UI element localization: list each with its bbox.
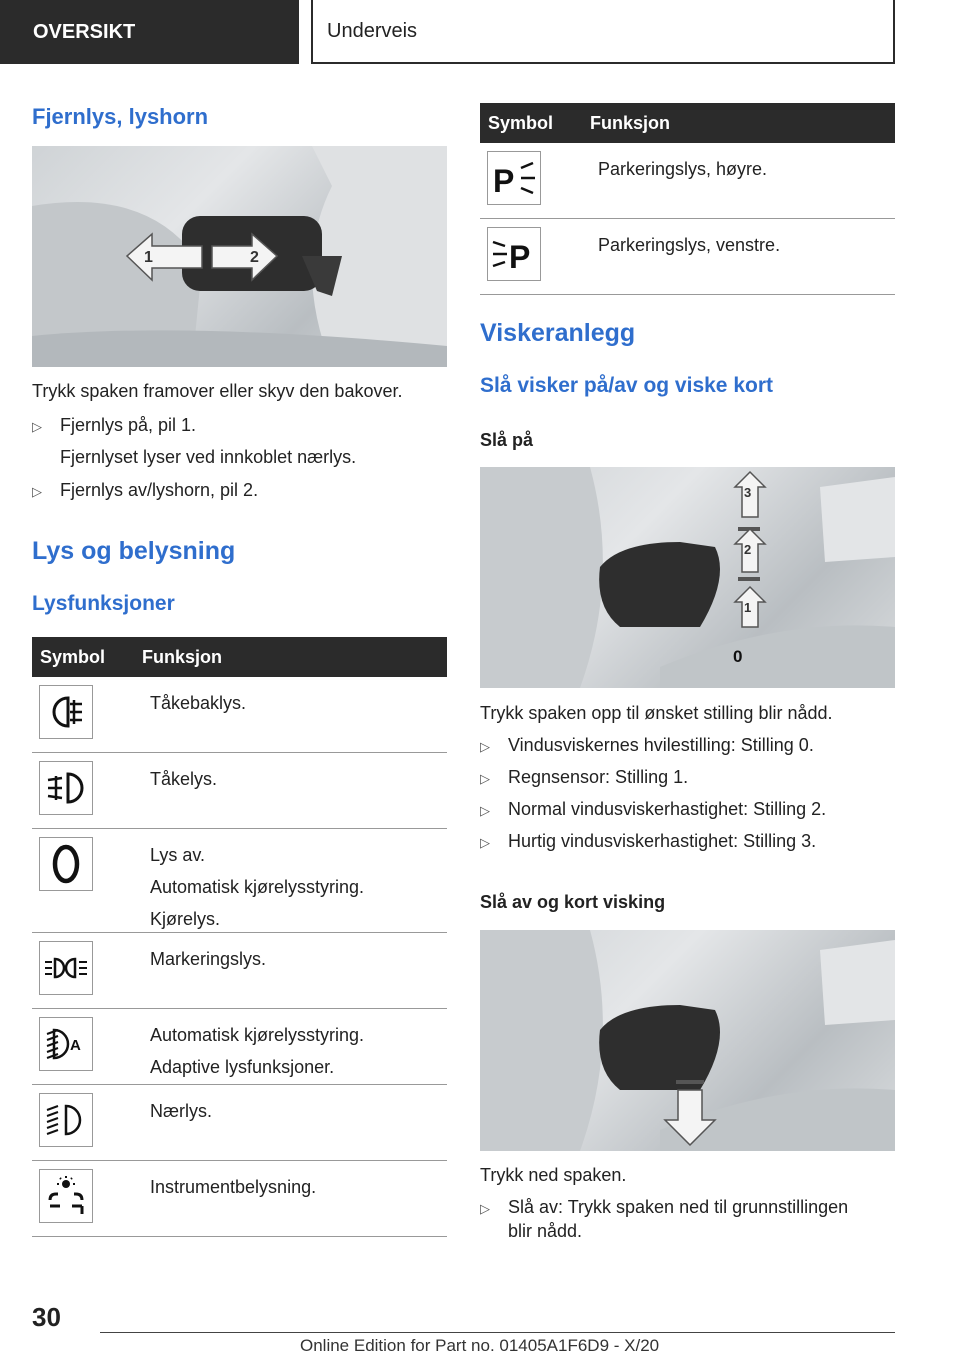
- arrow-1-label: 1: [144, 249, 153, 266]
- parking-light-left-icon: [487, 227, 541, 281]
- list-item: [480, 829, 816, 855]
- light-functions-table: [32, 637, 447, 1237]
- page-header: [0, 0, 960, 66]
- bullet-text: [508, 1195, 848, 1243]
- fog-light-icon: [39, 761, 93, 815]
- wiper-lever-up-photo: [480, 467, 895, 688]
- list-item: [32, 413, 196, 439]
- bullet-triangle-icon: ▷: [480, 803, 490, 818]
- position-0-label: 0: [733, 647, 743, 666]
- subheading-switch-off: Slå av og kort visking: [480, 892, 666, 912]
- list-item: [480, 765, 688, 791]
- list-item: [480, 1195, 848, 1243]
- instrument-lighting-icon: [39, 1169, 93, 1223]
- footer-edition: Online Edition for Part no. 01405A1F6D9 - X/20: [300, 1336, 660, 1355]
- table-row: [32, 933, 447, 1009]
- bullet-text-line: blir nådd.: [508, 1221, 583, 1241]
- function-text: Nærlys.: [150, 1101, 212, 1121]
- svg-text:P: P: [493, 163, 515, 198]
- heading-wiper-system: Viskeranlegg: [480, 319, 636, 347]
- wiper-lever-down-photo: [480, 930, 895, 1151]
- parking-light-table: [480, 103, 895, 295]
- svg-text:A: A: [70, 1037, 81, 1054]
- bullet-triangle-icon: ▷: [480, 771, 490, 786]
- subheading-switch-on: Slå på: [480, 430, 534, 450]
- wiper-off-instruction: Trykk ned spaken.: [480, 1165, 627, 1185]
- low-beam-icon: [39, 1093, 93, 1147]
- table-row: [32, 1009, 447, 1085]
- bullet-text-line: Slå av: Trykk spaken ned til grunnstillingen: [508, 1197, 849, 1217]
- bullet-text: Normal vindusviskerhastighet: Stilling 2.: [508, 799, 827, 819]
- function-text: Instrumentbelysning.: [150, 1177, 317, 1197]
- bullet-text: Fjernlys av/lyshorn, pil 2.: [60, 480, 259, 500]
- side-marker-lights-icon: [39, 941, 93, 995]
- function-text: Markeringslys.: [150, 949, 267, 969]
- table-row: [480, 219, 895, 295]
- high-beam-lever-photo: [32, 146, 447, 367]
- function-text: Tåkelys.: [150, 769, 218, 789]
- table-row: [32, 1085, 447, 1161]
- heading-lights: Lys og belysning: [32, 537, 236, 565]
- high-beam-instruction: Trykk spaken framover eller skyv den bakover.: [32, 381, 403, 401]
- wiper-lever-up-illustration: [480, 467, 895, 688]
- rear-fog-light-icon: [39, 685, 93, 739]
- table-row: [32, 829, 447, 933]
- parking-light-right-icon: [487, 151, 541, 205]
- list-item: [480, 797, 826, 823]
- high-beam-lever-illustration: [32, 146, 447, 367]
- list-item: [480, 733, 814, 759]
- heading-high-beam: Fjernlys, lyshorn: [32, 104, 209, 129]
- tab-underway[interactable]: Underveis: [311, 0, 895, 64]
- table-header: [32, 637, 447, 677]
- lights-off-zero-icon: [39, 837, 93, 891]
- bullet-triangle-icon: ▷: [32, 419, 42, 434]
- bullet-triangle-icon: ▷: [32, 484, 42, 499]
- list-item: [32, 478, 258, 504]
- bullet-triangle-icon: ▷: [480, 835, 490, 850]
- table-row: [32, 1161, 447, 1237]
- list-item-note: [60, 445, 356, 469]
- table-row: [32, 677, 447, 753]
- position-3-label: 3: [744, 485, 752, 500]
- bullet-text: Hurtig vindusviskerhastighet: Stilling 3.: [508, 831, 817, 851]
- tab-overview[interactable]: OVERSIKT: [0, 0, 299, 64]
- bullet-subtext: Fjernlyset lyser ved innkoblet nærlys.: [60, 447, 357, 467]
- function-text: Automatisk kjørelysstyring. Adaptive lysfunksjoner.: [150, 1025, 365, 1077]
- arrow-2-label: 2: [250, 249, 259, 266]
- column-function: Funksjon: [590, 112, 670, 133]
- bullet-text: Fjernlys på, pil 1.: [60, 415, 197, 435]
- auto-headlight-icon: [39, 1017, 93, 1071]
- footer-divider: [100, 1332, 895, 1333]
- bullet-triangle-icon: ▷: [480, 1201, 490, 1216]
- heading-light-functions: Lysfunksjoner: [32, 592, 175, 615]
- heading-wiper-onoff: Slå visker på/av og viske kort: [480, 374, 773, 397]
- function-text: Tåkebaklys.: [150, 693, 247, 713]
- bullet-triangle-icon: ▷: [480, 739, 490, 754]
- table-row: [32, 753, 447, 829]
- column-symbol: Symbol: [488, 112, 554, 133]
- wiper-on-instruction: Trykk spaken opp til ønsket stilling blir nådd.: [480, 703, 833, 723]
- column-symbol: Symbol: [40, 646, 106, 667]
- bullet-text: Regnsensor: Stilling 1.: [508, 767, 689, 787]
- table-header: [480, 103, 895, 143]
- wiper-lever-down-illustration: [480, 930, 895, 1151]
- position-2-label: 2: [744, 542, 752, 557]
- position-1-label: 1: [744, 600, 752, 615]
- bullet-text: Vindusviskernes hvilestilling: Stilling 0.: [508, 735, 814, 755]
- page-number: 30: [32, 1302, 61, 1332]
- function-text: Parkeringslys, venstre.: [598, 235, 781, 255]
- svg-text:P: P: [509, 239, 531, 274]
- table-row: [480, 143, 895, 219]
- column-function: Funksjon: [142, 646, 222, 667]
- function-text: Lys av. Automatisk kjørelysstyring. Kjørelys.: [150, 845, 365, 929]
- function-text: Parkeringslys, høyre.: [598, 159, 768, 179]
